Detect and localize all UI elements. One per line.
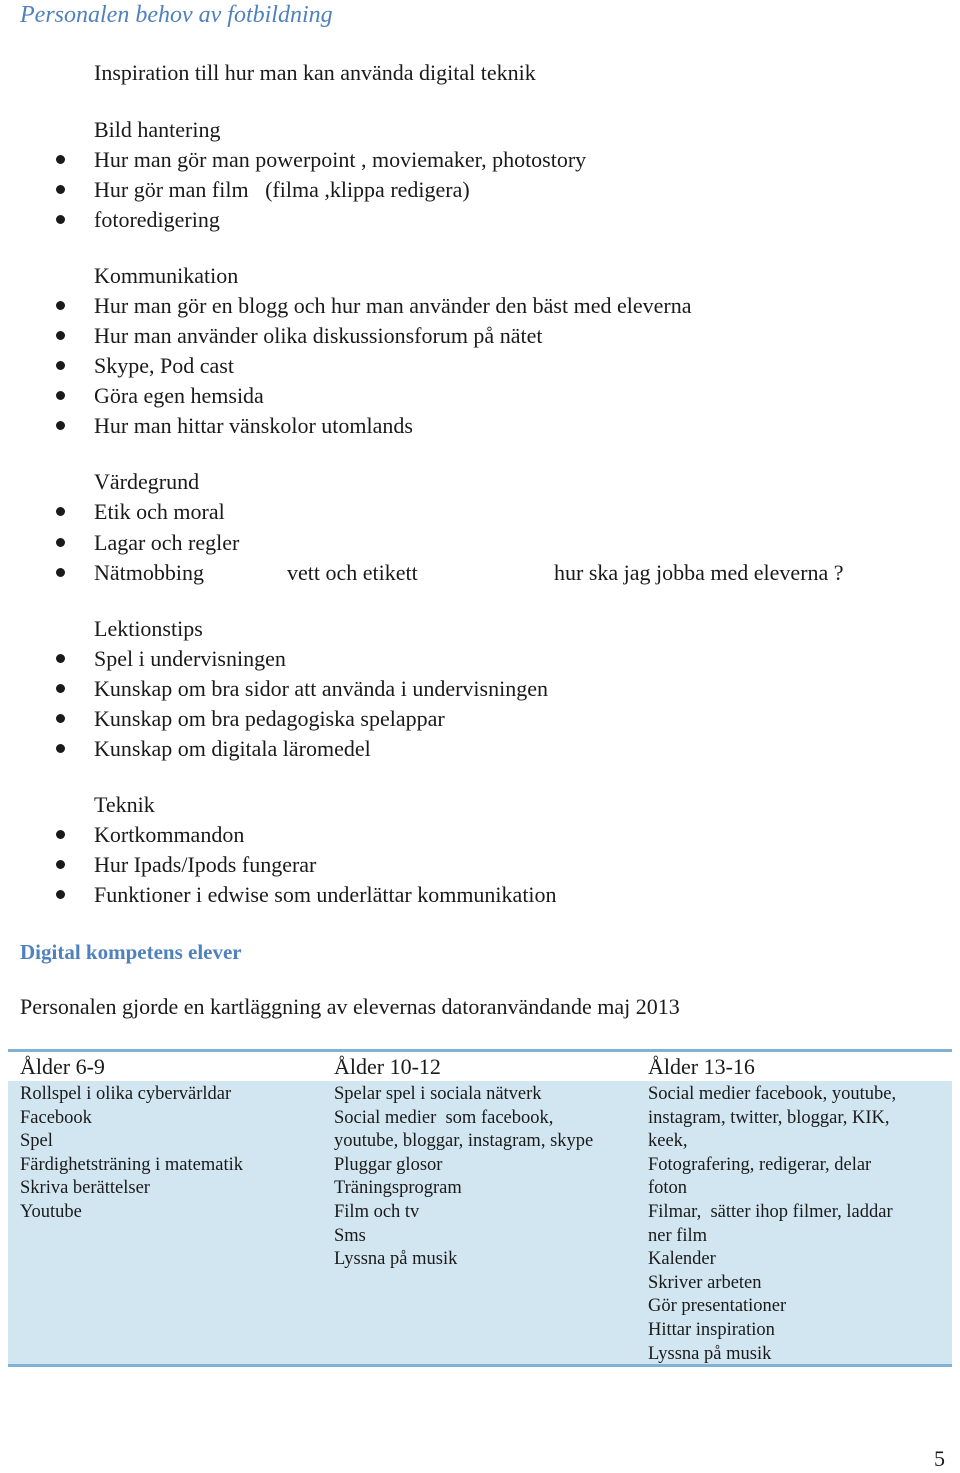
table-cell: Social medier facebook, youtube, <box>648 1084 897 1104</box>
table-header: Ålder 10-12 <box>334 1054 441 1079</box>
list-item: Spel i undervisningen <box>94 646 286 671</box>
list-item: Kunskap om bra sidor att använda i undervisningen <box>94 676 548 701</box>
list-item: Lagar och regler <box>94 530 240 555</box>
bullet-icon <box>56 860 65 869</box>
bullet-icon <box>56 421 65 430</box>
survey-intro: Personalen gjorde en kartläggning av elevernas datoranvändande maj 2013 <box>20 994 680 1019</box>
table-column-3 <box>648 1083 896 1366</box>
table-cell: keek, <box>648 1131 688 1152</box>
inspiration-line: Inspiration till hur man kan använda digital teknik <box>94 60 536 85</box>
page-number: 5 <box>934 1446 945 1471</box>
table-cell: youtube, bloggar, instagram, skype <box>334 1131 594 1152</box>
table-cell: Lyssna på musik <box>334 1249 458 1270</box>
bullet-icon <box>56 568 65 577</box>
table-cell: Spelar spel i sociala nätverk <box>334 1084 542 1104</box>
list-item-extra: hur ska jag jobba med eleverna ? <box>554 560 844 585</box>
bullet-icon <box>56 391 65 400</box>
section-title-kommunikation: Kommunikation <box>94 263 239 288</box>
section-title-bild: Bild hantering <box>94 117 221 142</box>
list-item: Kortkommandon <box>94 822 245 847</box>
table-cell: Skriver arbeten <box>648 1272 762 1293</box>
bullet-icon <box>56 301 65 310</box>
table-cell: Film och tv <box>334 1201 420 1222</box>
table-cell: Kalender <box>648 1249 716 1270</box>
section-title-vardegrund: Värdegrund <box>94 469 200 494</box>
list-item: Hur Ipads/Ipods fungerar <box>94 852 317 877</box>
table-cell: foton <box>648 1178 688 1199</box>
list-item: Hur gör man film (filma ,klippa redigera) <box>94 177 470 202</box>
bullet-icon <box>56 654 65 663</box>
table-cell: Pluggar glosor <box>334 1154 443 1175</box>
bullet-icon <box>56 185 65 194</box>
table-cell: Spel <box>20 1131 53 1152</box>
section-title-teknik: Teknik <box>94 792 155 817</box>
list-item: fotoredigering <box>94 207 220 232</box>
bullet-icon <box>56 830 65 839</box>
bullet-icon <box>56 155 65 164</box>
table-header: Ålder 13-16 <box>648 1054 755 1079</box>
table-column-1 <box>20 1083 243 1225</box>
list-item: Hur man använder olika diskussionsforum på nätet <box>94 323 543 348</box>
table-cell: Rollspel i olika cybervärldar <box>20 1084 232 1104</box>
bullet-icon <box>56 714 65 723</box>
list-item-extra: vett och etikett <box>287 560 418 585</box>
list-item: Göra egen hemsida <box>94 383 264 408</box>
table-top-rule <box>8 1049 952 1052</box>
bullet-icon <box>56 215 65 224</box>
list-item: Hur man hittar vänskolor utomlands <box>94 413 413 438</box>
table-cell: Social medier som facebook, <box>334 1107 554 1128</box>
table-cell: Fotografering, redigerar, delar <box>648 1154 872 1175</box>
table-cell: Färdighetsträning i matematik <box>20 1154 243 1175</box>
table-cell: Sms <box>334 1225 366 1246</box>
bullet-icon <box>56 684 65 693</box>
list-item: Nätmobbing <box>94 560 204 585</box>
page-title: Personalen behov av fotbildning <box>20 2 333 28</box>
table-cell: Träningsprogram <box>334 1178 462 1199</box>
table-header: Ålder 6-9 <box>20 1054 105 1079</box>
table-cell: Youtube <box>20 1201 82 1222</box>
table-cell: Hittar inspiration <box>648 1319 775 1340</box>
bullet-icon <box>56 361 65 370</box>
table-cell: instagram, twitter, bloggar, KIK, <box>648 1107 890 1128</box>
table-cell: Filmar, sätter ihop filmer, laddar <box>648 1201 893 1222</box>
bullet-icon <box>56 890 65 899</box>
list-item: Etik och moral <box>94 499 225 524</box>
list-item: Hur man gör man powerpoint , moviemaker, photostory <box>94 147 587 172</box>
table-cell: Facebook <box>20 1107 92 1128</box>
table-cell: Lyssna på musik <box>648 1343 772 1364</box>
list-item: Hur man gör en blogg och hur man använder den bäst med eleverna <box>94 293 692 318</box>
bullet-icon <box>56 744 65 753</box>
list-item: Skype, Pod cast <box>94 353 234 378</box>
bullet-icon <box>56 331 65 340</box>
table-cell: Gör presentationer <box>648 1296 787 1317</box>
list-item: Funktioner i edwise som underlättar kommunikation <box>94 882 557 907</box>
bullet-icon <box>56 507 65 516</box>
table-cell: Skriva berättelser <box>20 1178 150 1199</box>
bullet-icon <box>56 538 65 547</box>
list-item: Kunskap om bra pedagogiska spelappar <box>94 706 445 731</box>
table-cell: ner film <box>648 1225 708 1246</box>
section-title-lektionstips: Lektionstips <box>94 616 203 641</box>
table-column-2 <box>334 1083 593 1272</box>
list-item: Kunskap om digitala läromedel <box>94 736 371 761</box>
section-heading-digital: Digital kompetens elever <box>20 940 242 964</box>
